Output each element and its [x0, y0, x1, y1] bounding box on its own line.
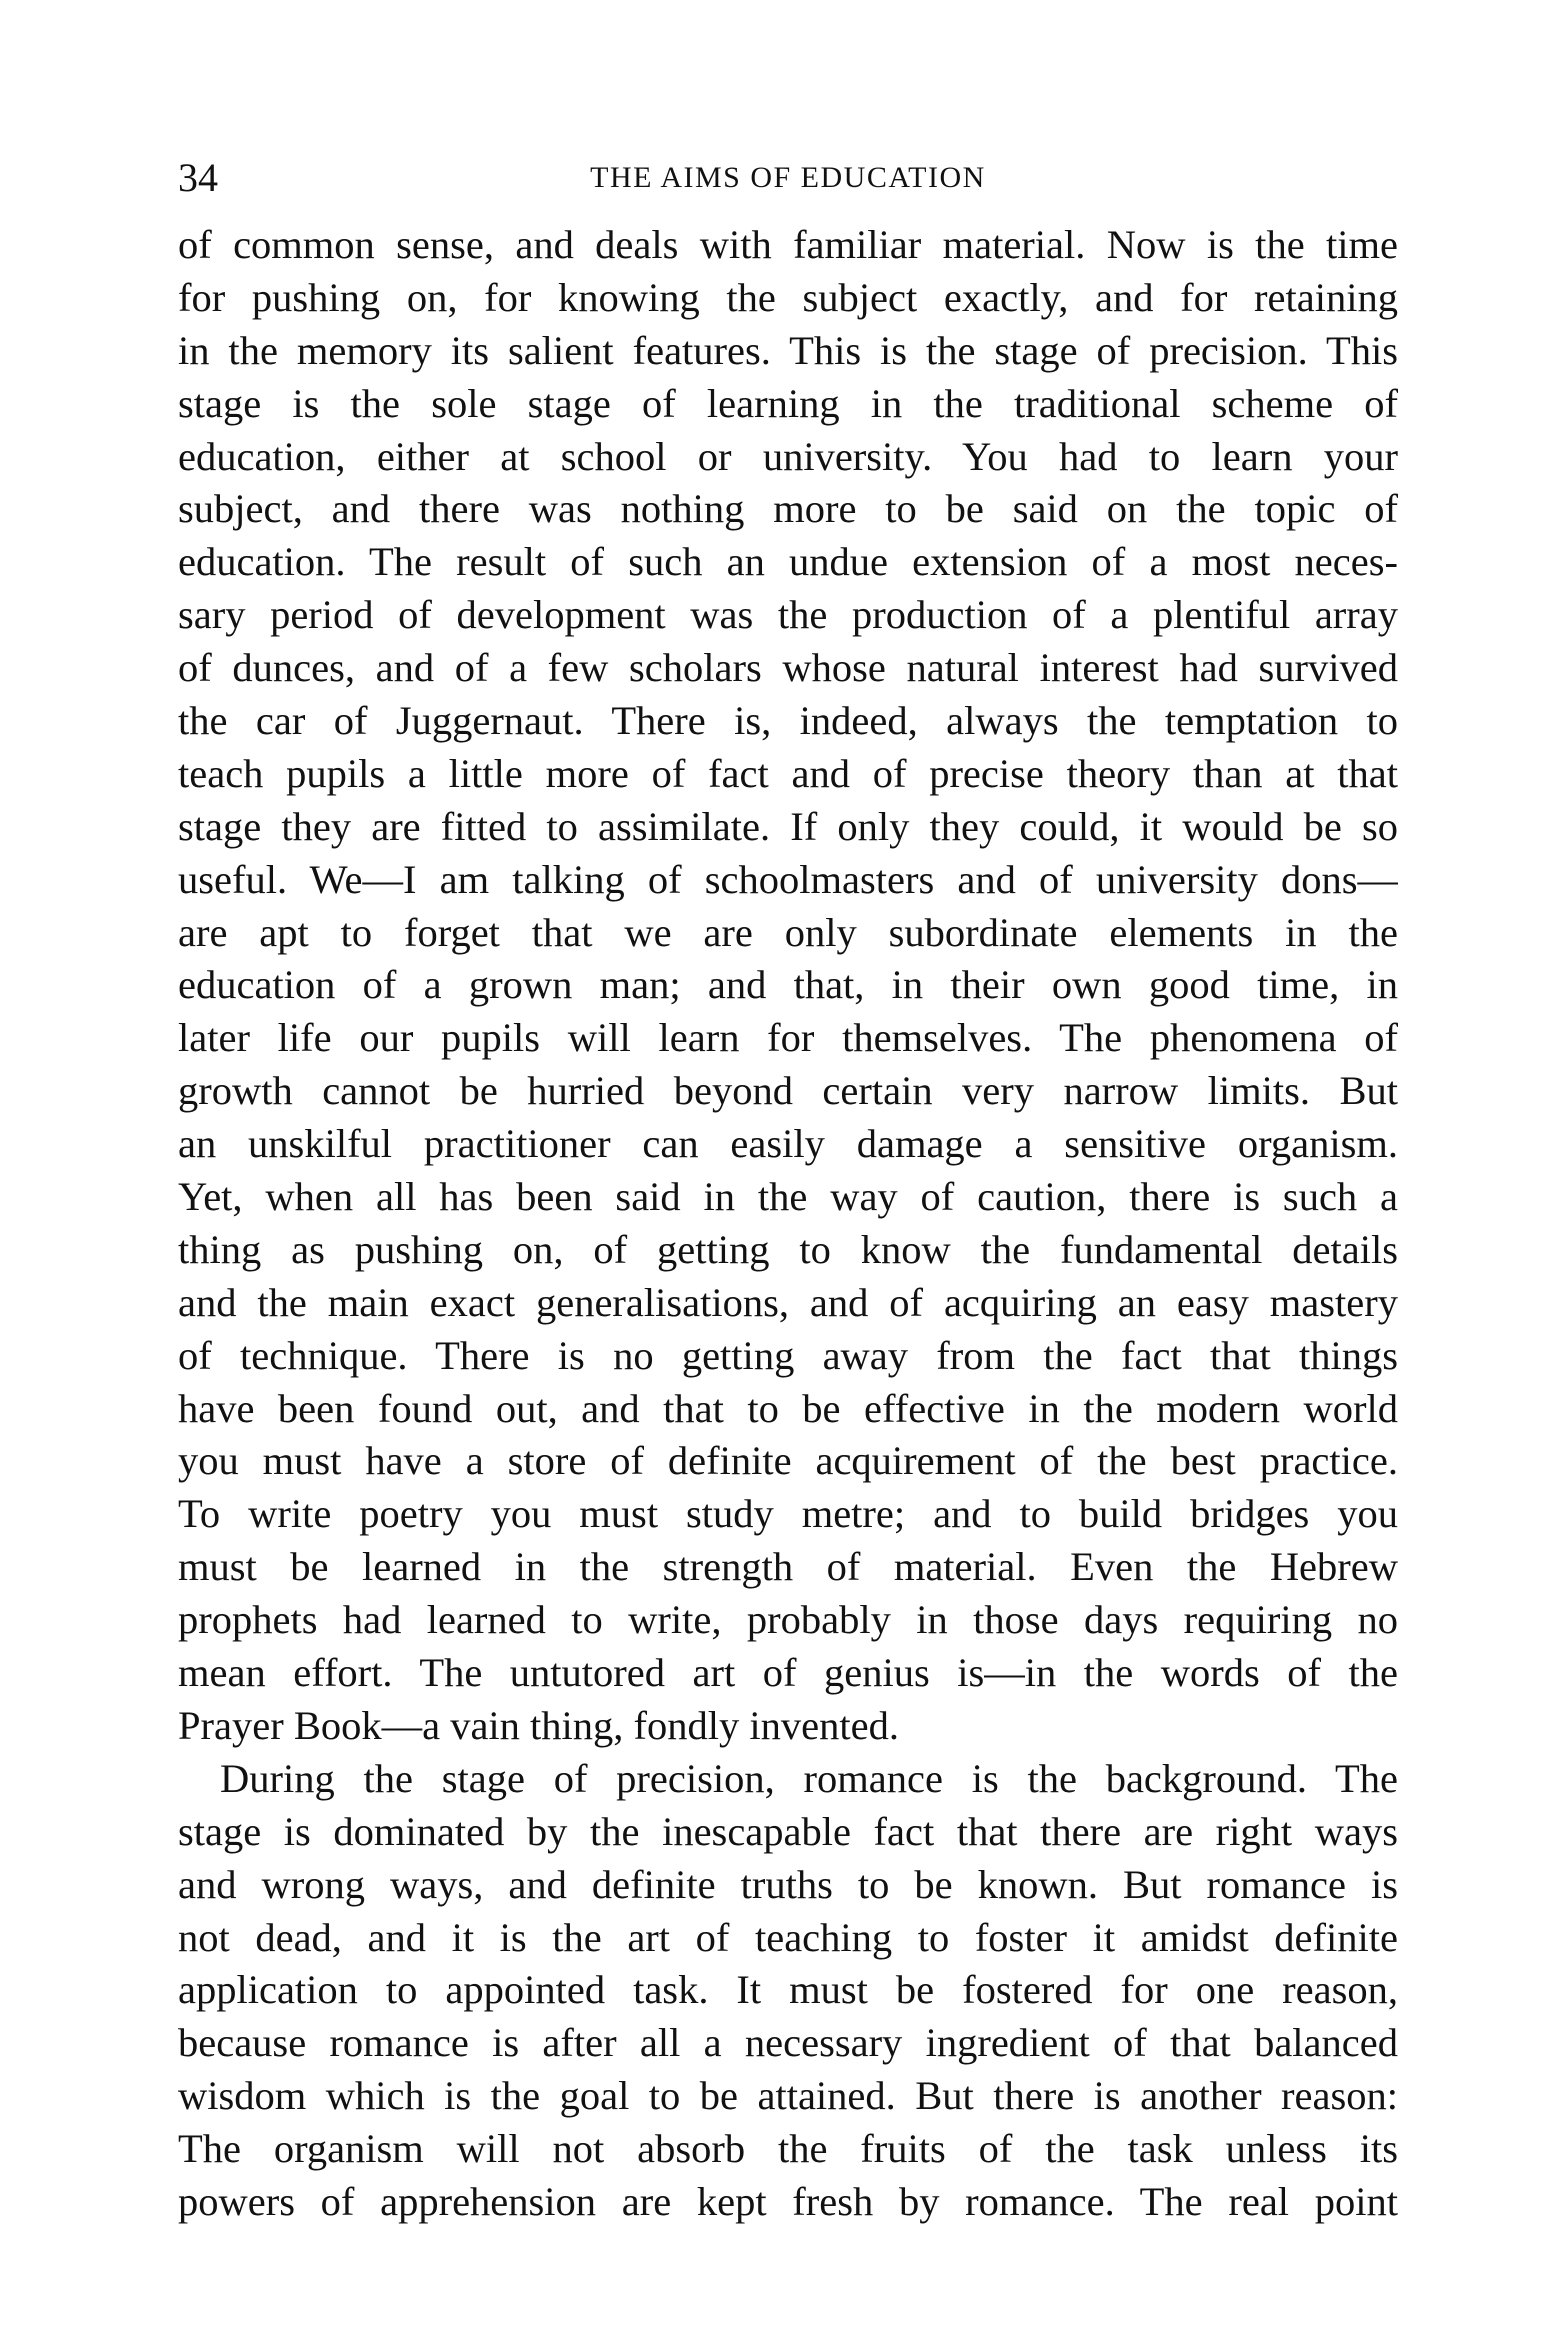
- text-line: sary period of development was the production of a plentiful array: [178, 592, 1398, 638]
- text-line: prophets had learned to write, probably in those days requiring no: [178, 1597, 1398, 1643]
- text-line: wisdom which is the goal to be attained. But there is another reason:: [178, 2073, 1398, 2119]
- running-title: THE AIMS OF EDUCATION: [590, 161, 986, 194]
- running-head: [178, 148, 1398, 208]
- text-line: have been found out, and that to be effective in the modern world: [178, 1385, 1398, 1431]
- text-line: stage is the sole stage of learning in the traditional scheme of: [178, 380, 1398, 426]
- text-line: useful. We—I am talking of schoolmasters and of university dons—: [178, 856, 1398, 902]
- text-line: later life our pupils will learn for themselves. The phenomena of: [178, 1015, 1398, 1061]
- text-line: teach pupils a little more of fact and of precise theory than at that: [178, 750, 1398, 796]
- text-line: growth cannot be hurried beyond certain very narrow limits. But: [178, 1068, 1398, 1114]
- text-line: of common sense, and deals with familiar material. Now is the time: [178, 222, 1398, 267]
- text-line: application to appointed task. It must be fostered for one reason,: [178, 1967, 1398, 2013]
- text-line: and the main exact generalisations, and of acquiring an easy mastery: [178, 1279, 1398, 1325]
- text-line: in the memory its salient features. This is the stage of precision. This: [178, 327, 1398, 373]
- text-line: an unskilful practitioner can easily damage a sensitive organism.: [178, 1121, 1398, 1167]
- text-line: To write poetry you must study metre; and to build bridges you: [178, 1491, 1398, 1537]
- text-line: The organism will not absorb the fruits of the task unless its: [178, 2126, 1398, 2172]
- text-line: subject, and there was nothing more to be said on the topic of: [178, 486, 1398, 532]
- paragraph-1: [178, 219, 1398, 1753]
- text-line: for pushing on, for knowing the subject exactly, and for retaining: [178, 274, 1398, 320]
- text-line: stage they are fitted to assimilate. If only they could, it would be so: [178, 803, 1398, 849]
- text-line: Prayer Book—a vain thing, fondly invented.: [178, 1702, 899, 1748]
- text-line: education, either at school or university. You had to learn your: [178, 433, 1398, 479]
- text-line: the car of Juggernaut. There is, indeed, always the temptation to: [178, 698, 1398, 744]
- text-line: and wrong ways, and definite truths to be known. But romance is: [178, 1861, 1398, 1907]
- text-line: because romance is after all a necessary ingredient of that balanced: [178, 2020, 1398, 2066]
- text-line: you must have a store of definite acquirement of the best practice.: [178, 1438, 1398, 1484]
- text-line: not dead, and it is the art of teaching to foster it amidst definite: [178, 1914, 1398, 1960]
- text-line: education of a grown man; and that, in their own good time, in: [178, 962, 1398, 1008]
- text-line: are apt to forget that we are only subordinate elements in the: [178, 909, 1398, 955]
- text-line: education. The result of such an undue extension of a most neces-: [178, 539, 1398, 585]
- text-line: stage is dominated by the inescapable fact that there are right ways: [178, 1808, 1398, 1854]
- text-line: Yet, when all has been said in the way of caution, there is such a: [178, 1174, 1398, 1220]
- text-line: of dunces, and of a few scholars whose natural interest had survived: [178, 645, 1398, 691]
- paragraph-2: [178, 1753, 1398, 2229]
- body-text: [178, 219, 1398, 2229]
- page-number: 34: [178, 155, 218, 200]
- text-line: powers of apprehension are kept fresh by romance. The real point: [178, 2178, 1398, 2224]
- text-line: During the stage of precision, romance is the background. The: [220, 1755, 1398, 1801]
- text-line: of technique. There is no getting away from the fact that things: [178, 1332, 1398, 1378]
- text-line: must be learned in the strength of material. Even the Hebrew: [178, 1544, 1398, 1590]
- text-line: mean effort. The untutored art of genius is—in the words of the: [178, 1650, 1398, 1696]
- text-line: thing as pushing on, of getting to know the fundamental details: [178, 1226, 1398, 1272]
